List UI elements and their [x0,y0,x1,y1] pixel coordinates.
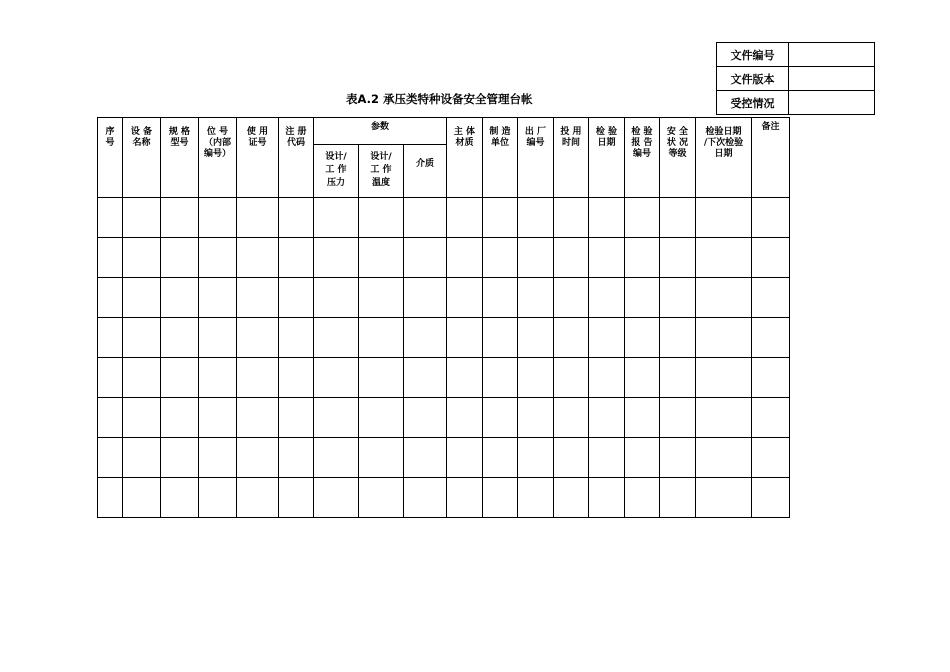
table-cell[interactable] [752,318,790,358]
header-design-temperature: 设计/ 工 作 温度 [359,145,404,198]
table-cell[interactable] [161,278,199,318]
table-cell[interactable] [554,478,589,518]
table-cell[interactable] [625,358,660,398]
table-cell[interactable] [123,358,161,398]
table-cell[interactable] [518,278,554,318]
table-cell[interactable] [314,358,359,398]
ledger-body [98,198,790,518]
table-cell[interactable] [314,278,359,318]
table-cell[interactable] [98,278,123,318]
table-cell[interactable] [447,278,483,318]
table-cell[interactable] [404,278,447,318]
table-cell[interactable] [359,198,404,238]
header-report-number: 检 验 报 告 编号 [625,118,660,198]
table-cell[interactable] [161,198,199,238]
table-cell[interactable] [123,318,161,358]
table-cell[interactable] [314,318,359,358]
table-cell[interactable] [279,478,314,518]
table-cell[interactable] [752,478,790,518]
table-row [98,438,790,478]
table-cell[interactable] [447,358,483,398]
table-cell[interactable] [589,278,625,318]
doc-number-value [789,43,875,67]
table-cell[interactable] [123,238,161,278]
table-cell[interactable] [625,398,660,438]
table-cell[interactable] [696,238,752,278]
table-cell[interactable] [237,358,279,398]
table-cell[interactable] [483,438,518,478]
table-cell[interactable] [237,278,279,318]
table-cell[interactable] [554,278,589,318]
table-cell[interactable] [447,438,483,478]
header-inspection-date: 检 验 日期 [589,118,625,198]
table-cell[interactable] [752,278,790,318]
table-cell[interactable] [518,478,554,518]
table-row [98,238,790,278]
table-cell[interactable] [696,358,752,398]
table-cell[interactable] [279,198,314,238]
table-cell[interactable] [696,478,752,518]
doc-control-row [717,43,875,67]
table-cell[interactable] [359,278,404,318]
table-cell[interactable] [359,238,404,278]
table-cell[interactable] [625,438,660,478]
table-cell[interactable] [359,438,404,478]
table-row [98,358,790,398]
table-cell[interactable] [98,238,123,278]
table-cell[interactable] [483,278,518,318]
table-cell[interactable] [123,278,161,318]
table-cell[interactable] [404,398,447,438]
document-control-box [716,42,875,115]
table-cell[interactable] [161,438,199,478]
table-cell[interactable] [314,438,359,478]
table-cell[interactable] [199,198,237,238]
header-design-pressure: 设计/ 工 作 压力 [314,145,359,198]
table-cell[interactable] [518,198,554,238]
table-cell[interactable] [237,478,279,518]
table-cell[interactable] [696,438,752,478]
table-cell[interactable] [589,198,625,238]
table-cell[interactable] [404,438,447,478]
header-main-material: 主 体 材质 [447,118,483,198]
table-cell[interactable] [554,198,589,238]
table-cell[interactable] [483,238,518,278]
table-cell[interactable] [589,318,625,358]
table-cell[interactable] [554,358,589,398]
table-cell[interactable] [518,238,554,278]
doc-version-label: 文件版本 [717,67,789,91]
table-cell[interactable] [98,478,123,518]
header-equipment-name: 设 备 名称 [123,118,161,198]
table-cell[interactable] [625,198,660,238]
table-cell[interactable] [279,358,314,398]
table-cell[interactable] [404,198,447,238]
header-seq: 序 号 [98,118,123,198]
header-medium: 介质 [404,145,447,198]
header-next-inspection: 检验日期 /下次检验 日期 [696,118,752,198]
table-cell[interactable] [752,438,790,478]
table-cell[interactable] [279,278,314,318]
table-cell[interactable] [123,398,161,438]
table-cell[interactable] [483,318,518,358]
table-cell[interactable] [447,198,483,238]
table-cell[interactable] [161,318,199,358]
table-cell[interactable] [123,438,161,478]
table-cell[interactable] [359,478,404,518]
table-cell[interactable] [696,398,752,438]
table-cell[interactable] [199,278,237,318]
table-cell[interactable] [518,438,554,478]
table-cell[interactable] [314,398,359,438]
table-cell[interactable] [161,398,199,438]
table-row [98,478,790,518]
table-cell[interactable] [237,198,279,238]
table-cell[interactable] [660,438,696,478]
table-cell[interactable] [625,478,660,518]
table-cell[interactable] [660,278,696,318]
control-status-label: 受控情况 [717,91,789,115]
header-registration-code: 注 册 代码 [279,118,314,198]
header-spec-model: 规 格 型号 [161,118,199,198]
table-cell[interactable] [199,238,237,278]
table-cell[interactable] [199,478,237,518]
table-cell[interactable] [161,478,199,518]
table-cell[interactable] [447,398,483,438]
table-cell[interactable] [518,318,554,358]
table-cell[interactable] [98,358,123,398]
table-cell[interactable] [314,198,359,238]
table-row [98,278,790,318]
table-cell[interactable] [752,398,790,438]
table-cell[interactable] [98,318,123,358]
table-cell[interactable] [625,238,660,278]
table-row [98,318,790,358]
table-row [98,398,790,438]
header-row [98,118,790,145]
header-position-number: 位 号 （内部 编号） [199,118,237,198]
header-remark: 备注 [752,118,790,198]
doc-control-row [717,67,875,91]
table-cell[interactable] [199,318,237,358]
table-cell[interactable] [625,318,660,358]
table-cell[interactable] [554,398,589,438]
table-cell[interactable] [359,318,404,358]
table-cell[interactable] [696,318,752,358]
table-cell[interactable] [359,398,404,438]
header-in-service-time: 投 用 时间 [554,118,589,198]
header-use-certificate: 使 用 证号 [237,118,279,198]
table-cell[interactable] [660,478,696,518]
table-cell[interactable] [279,438,314,478]
table-cell[interactable] [625,278,660,318]
table-cell[interactable] [589,358,625,398]
table-cell[interactable] [404,358,447,398]
header-safety-grade: 安 全 状 况 等级 [660,118,696,198]
table-cell[interactable] [483,198,518,238]
table-cell[interactable] [161,358,199,398]
table-cell[interactable] [98,398,123,438]
table-cell[interactable] [404,478,447,518]
table-cell[interactable] [199,398,237,438]
header-parameters: 参数 [314,118,447,145]
table-cell[interactable] [660,398,696,438]
equipment-ledger-table [97,117,790,518]
table-cell[interactable] [161,238,199,278]
table-cell[interactable] [359,358,404,398]
table-cell[interactable] [554,318,589,358]
table-cell[interactable] [518,358,554,398]
table-cell[interactable] [123,198,161,238]
table-cell[interactable] [98,438,123,478]
table-cell[interactable] [237,238,279,278]
control-status-value [789,91,875,115]
header-factory-number: 出 厂 编号 [518,118,554,198]
table-cell[interactable] [696,198,752,238]
table-cell[interactable] [447,478,483,518]
table-cell[interactable] [447,318,483,358]
table-cell[interactable] [314,238,359,278]
table-cell[interactable] [554,438,589,478]
table-title: 表A.2 承压类特种设备安全管理台帐 [346,92,533,106]
table-cell[interactable] [696,278,752,318]
table-cell[interactable] [483,358,518,398]
table-cell[interactable] [752,198,790,238]
table-row [98,198,790,238]
table-cell[interactable] [752,238,790,278]
table-cell[interactable] [483,398,518,438]
table-cell[interactable] [518,398,554,438]
table-cell[interactable] [98,198,123,238]
table-cell[interactable] [483,478,518,518]
table-cell[interactable] [199,358,237,398]
table-cell[interactable] [554,238,589,278]
table-cell[interactable] [237,318,279,358]
table-cell[interactable] [589,398,625,438]
table-cell[interactable] [589,238,625,278]
doc-number-label: 文件编号 [717,43,789,67]
table-cell[interactable] [314,478,359,518]
table-cell[interactable] [237,438,279,478]
header-manufacturer: 制 造 单位 [483,118,518,198]
table-cell[interactable] [199,438,237,478]
table-cell[interactable] [237,398,279,438]
table-cell[interactable] [279,398,314,438]
table-cell[interactable] [279,318,314,358]
table-cell[interactable] [589,478,625,518]
table-cell[interactable] [589,438,625,478]
doc-control-row [717,91,875,115]
table-cell[interactable] [660,198,696,238]
table-cell[interactable] [279,238,314,278]
table-cell[interactable] [447,238,483,278]
table-cell[interactable] [752,358,790,398]
doc-version-value [789,67,875,91]
table-cell[interactable] [404,238,447,278]
table-cell[interactable] [660,238,696,278]
table-cell[interactable] [123,478,161,518]
table-cell[interactable] [404,318,447,358]
table-cell[interactable] [660,358,696,398]
table-cell[interactable] [660,318,696,358]
